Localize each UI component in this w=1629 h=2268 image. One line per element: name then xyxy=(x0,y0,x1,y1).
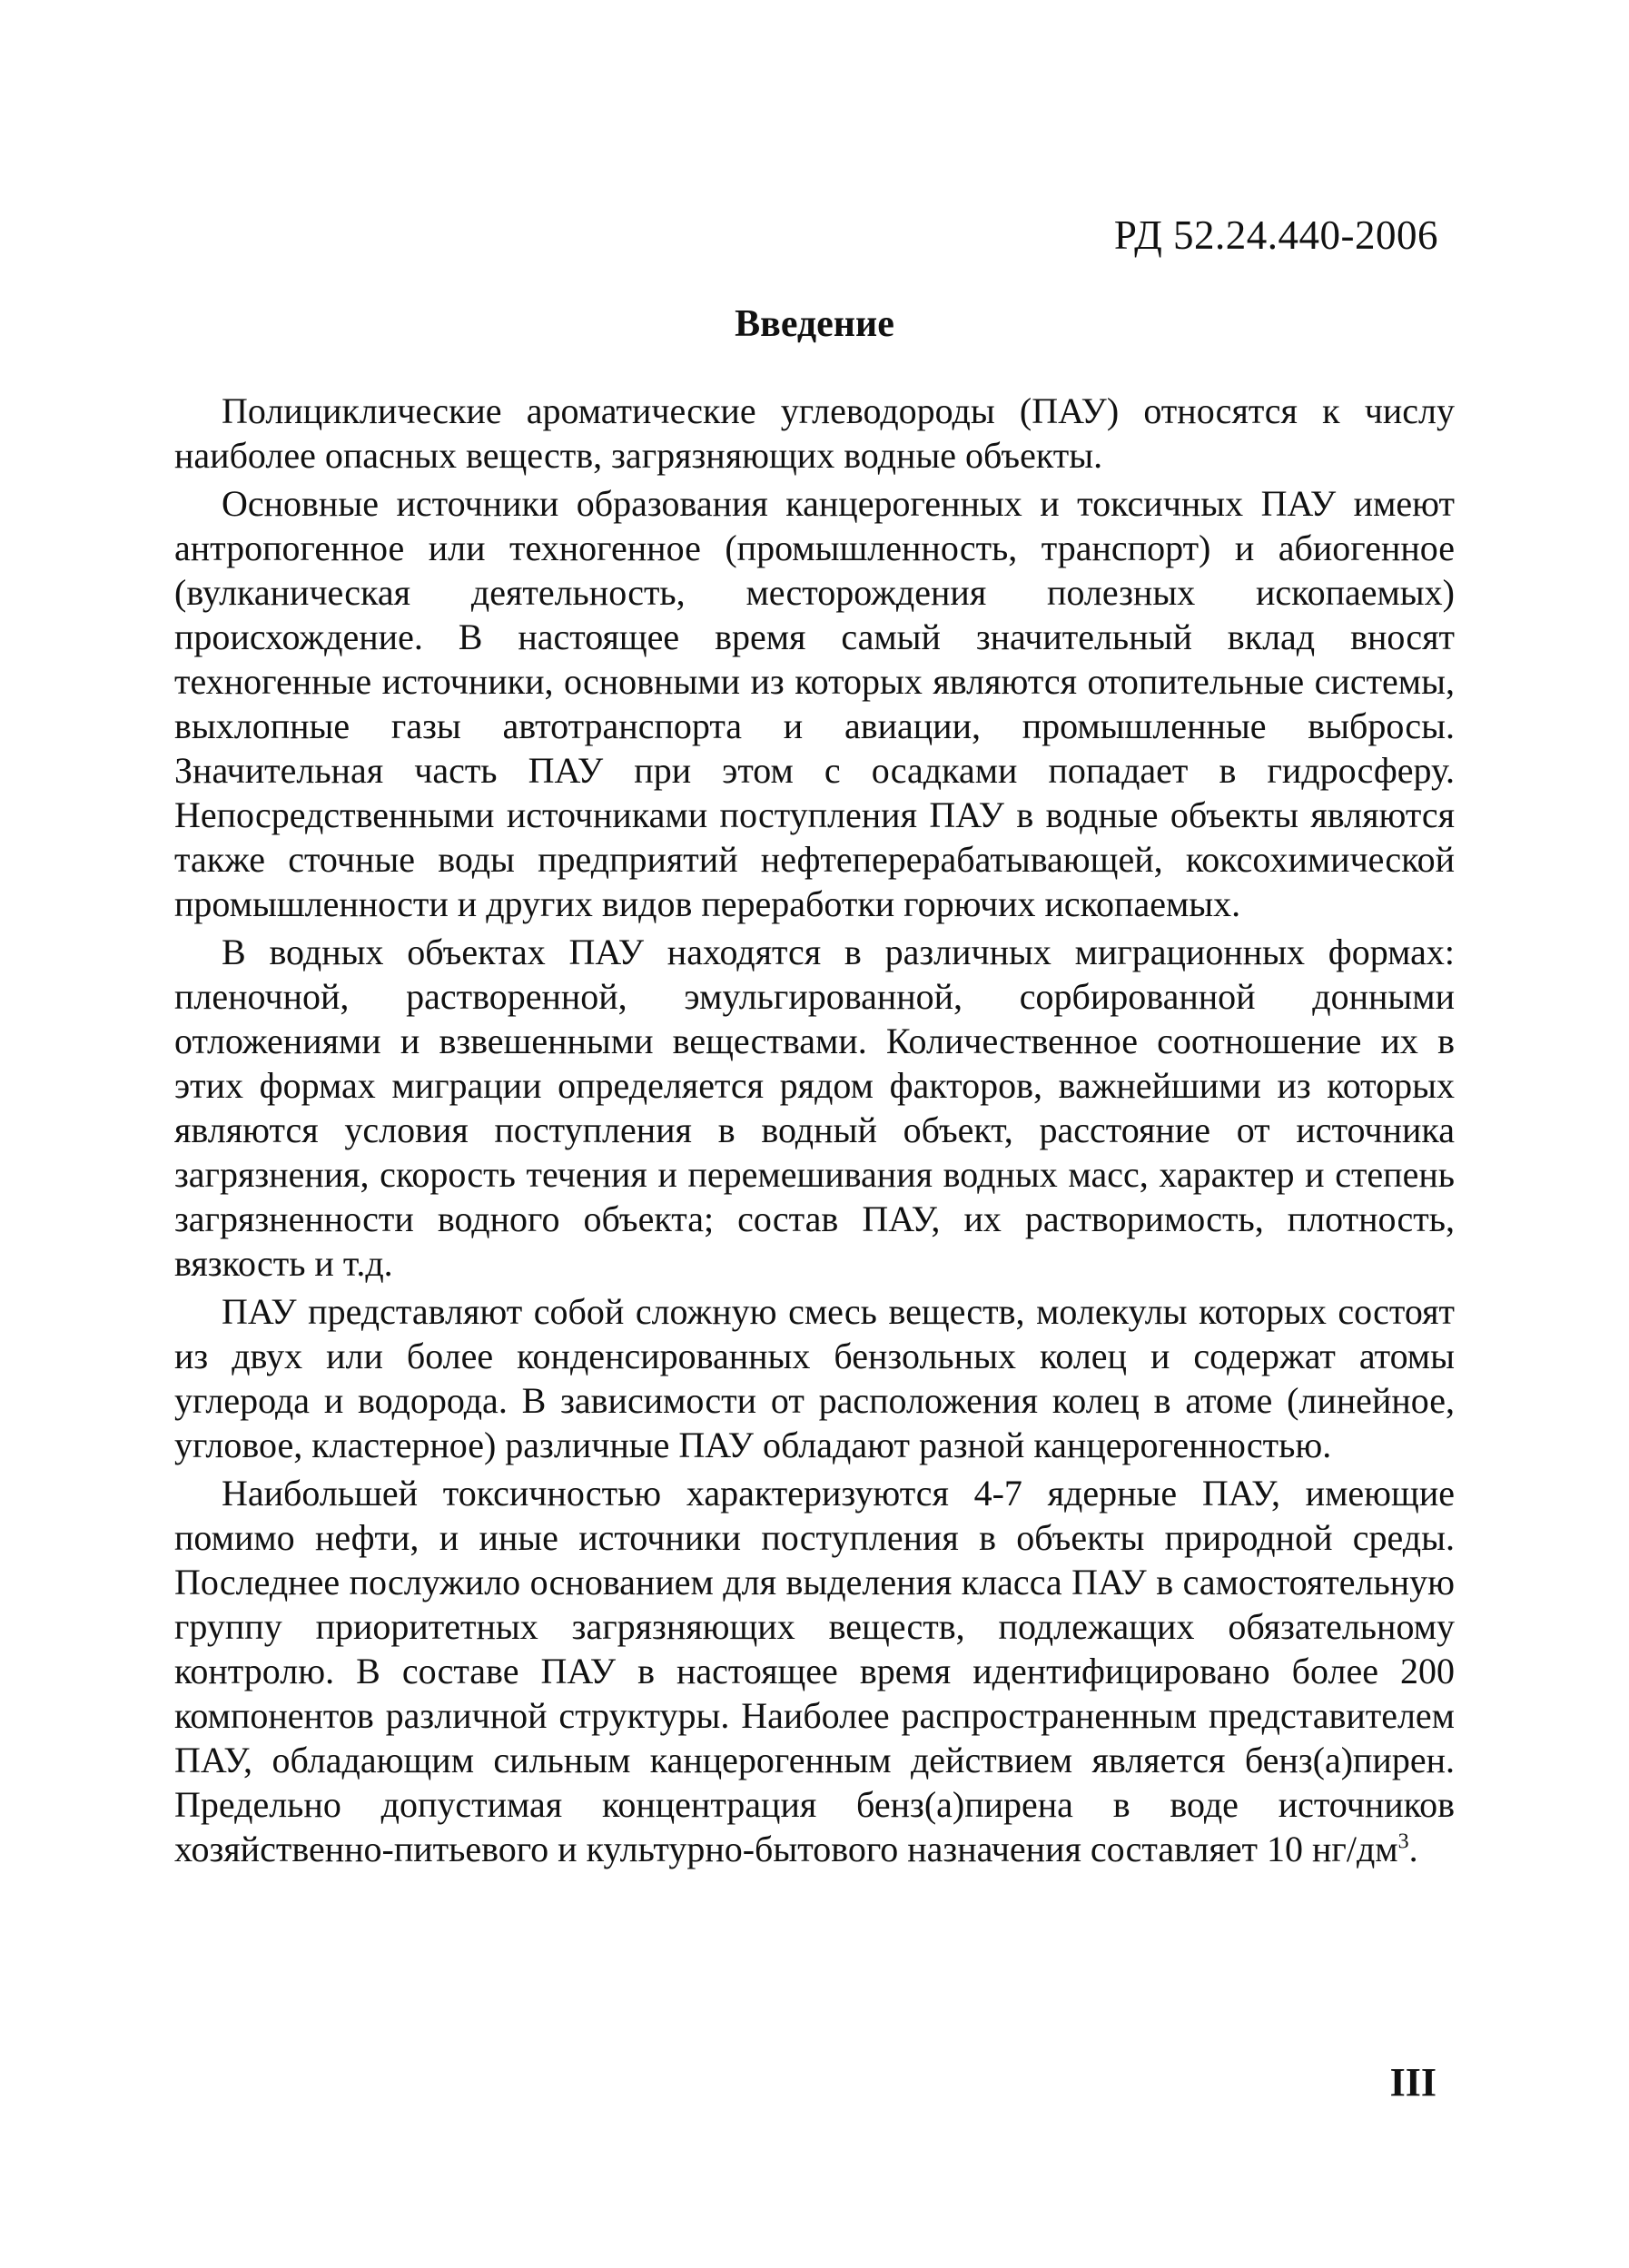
paragraph-3: В водных объектах ПАУ находятся в различных миграционных формах: пленочной, растворенной, эмульгированной, сорбированной донными отложениями и взвешенными веществами. Количественное соотношение их в этих формах миграции определяется рядом факторов, важнейшими из которых являются условия поступления в водный объект, расстояние от источника загрязнения, скорость течения и перемешивания водных масс, характер и степень загрязненности водного объекта; состав ПАУ, их растворимость, плотность, вязкость и т.д. xyxy=(174,932,1455,1284)
page-number: III xyxy=(1389,2060,1436,2105)
paragraph-5-text: Наибольшей токсичностью характеризуются 4-7 ядерные ПАУ, имеющие помимо нефти, и иные источники поступления в объекты природной среды. Последнее послужило основанием для выделения класса ПАУ в самостоятельную группу приоритетных загрязняющих веществ, подлежащих обязательному контролю. В составе ПАУ в настоящее время идентифицировано более 200 компонентов различной структуры. Наиболее распространенным представителем ПАУ, обладающим сильным канцерогенным действием является бенз(а)пирен. Предельно допустимая концентрация бенз(а)пирена в воде источников хозяйственно-питьевого и культурно-бытового назначения составляет 10 нг/дм xyxy=(174,1473,1455,1869)
paragraph-5-ending: . xyxy=(1408,1829,1418,1869)
cubic-superscript: 3 xyxy=(1397,1829,1409,1854)
paragraph-1: Полициклические ароматические углеводороды (ПАУ) относятся к числу наиболее опасных веществ, загрязняющих водные объекты. xyxy=(174,390,1455,476)
document-code: РД 52.24.440-2006 xyxy=(1113,212,1438,258)
section-title: Введение xyxy=(735,303,894,345)
paragraph-4: ПАУ представляют собой сложную смесь веществ, молекулы которых состоят из двух или более конденсированных бензольных колец и содержат атомы углерода и водорода. В зависимости от расположения колец в атоме (линейное, угловое, кластерное) различные ПАУ обладают разной канцерогенностью. xyxy=(174,1291,1455,1465)
paragraph-2: Основные источники образования канцерогенных и токсичных ПАУ имеют антропогенное или техногенное (промышленность, транспорт) и абиогенное (вулканическая деятельность, месторождения полезных ископаемых) происхождение. В настоящее время самый значительный вклад вносят техногенные источники, основными из которых являются отопительные системы, выхлопные газы автотранспорта и авиации, промышленные выбросы. Значительная часть ПАУ при этом с осадками попадает в гидросферу. Непосредственными источниками поступления ПАУ в водные объекты являются также сточные воды предприятий нефтеперерабатывающей, коксохимической промышленности и других видов переработки горючих ископаемых. xyxy=(174,483,1455,924)
paragraph-5 xyxy=(174,1471,1455,1871)
body-text xyxy=(174,389,1455,1871)
